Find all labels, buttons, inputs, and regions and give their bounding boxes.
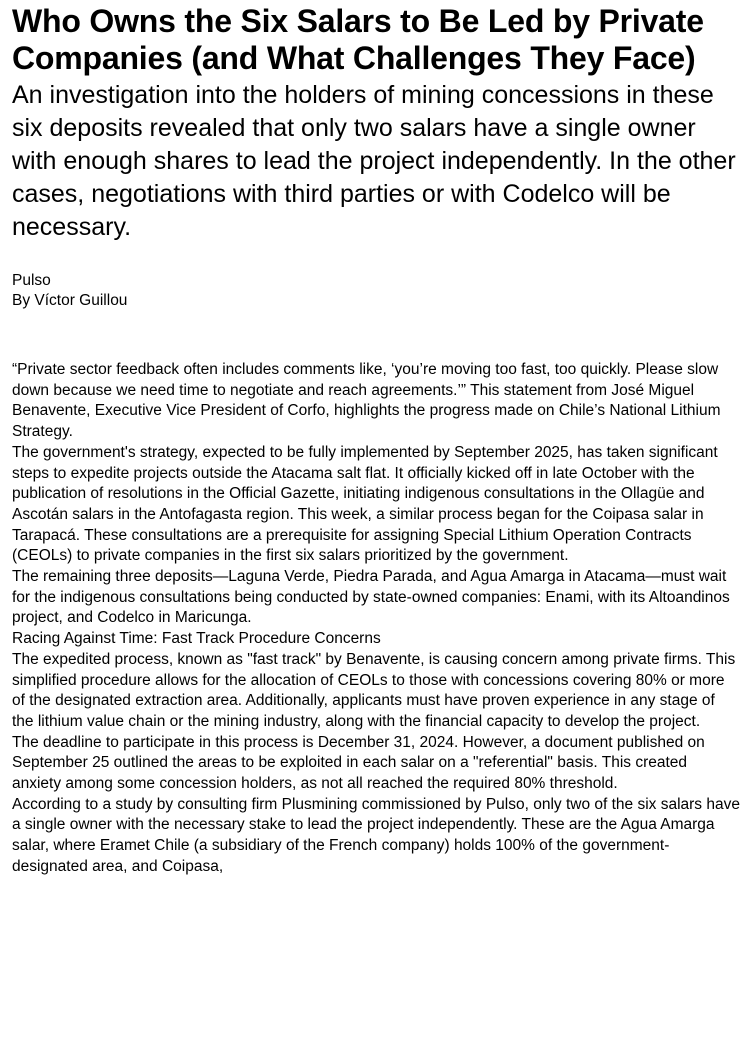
article-body [12, 360, 740, 878]
paragraph: The deadline to participate in this process is December 31, 2024. However, a document published on September 25 outlined the areas to be exploited in each salar on a "referential" basis. This created anxiety among some concession holders, as not all reached the required 80% threshold. [12, 733, 705, 793]
paragraph: The remaining three deposits—Laguna Verde, Piedra Parada, and Agua Amarga in Atacama—must wait for the indigenous consultations being conducted by state-owned companies: Enami, with its Altoandinos project, and Codelco in Maricunga. [12, 568, 730, 627]
paragraph: “Private sector feedback often includes comments like, ‘you’re moving too fast, too quickly. Please slow down because we need time to negotiate and reach agreements.’” This statement from José Miguel Benavente, Executive Vice President of Corfo, highlights the progress made on Chile’s National Lithium Strategy. [12, 361, 721, 441]
article-subtitle: An investigation into the holders of mining concessions in these six deposits revealed that only two salars have a single owner with enough shares to lead the project independently. In the other cases, negotiations with third parties or with Codelco will be necessary. [12, 81, 736, 241]
paragraph: The expedited process, known as "fast track" by Benavente, is causing concern among private firms. This simplified procedure allows for the allocation of CEOLs to those with concessions covering 80% or more of the designated extraction area. Additionally, applicants must have proven experience in any stage of the lithium value chain or the mining industry, along with the financial capacity to develop the project. [12, 650, 736, 730]
article-meta [12, 271, 740, 311]
article-source: Pulso [12, 272, 51, 289]
article-title: Who Owns the Six Salars to Be Led by Private Companies (and What Challenges They Face) [12, 3, 704, 76]
paragraph: According to a study by consulting firm Plusmining commissioned by Pulso, only two of the six salars have a single owner with the necessary stake to lead the project independently. These are the Agua Amarga salar, where Eramet Chile (a subsidiary of the French company) holds 100% of the government-designated area, and Coipasa, [12, 795, 740, 875]
article-byline: By Víctor Guillou [12, 292, 128, 309]
section-heading: Racing Against Time: Fast Track Procedure Concerns [12, 630, 381, 648]
paragraph: The government's strategy, expected to be fully implemented by September 2025, has taken significant steps to expedite projects outside the Atacama salt flat. It officially kicked off in late October with the publication of resolutions in the Official Gazette, initiating indigenous consultations in the Ollagüe and Ascotán salars in the Antofagasta region. This week, a similar process began for the Coipasa salar in Tarapacá. These consultations are a prerequisite for assigning Special Lithium Operation Contracts (CEOLs) to private companies in the first six salars prioritized by the government. [12, 443, 718, 565]
article [12, 0, 740, 878]
